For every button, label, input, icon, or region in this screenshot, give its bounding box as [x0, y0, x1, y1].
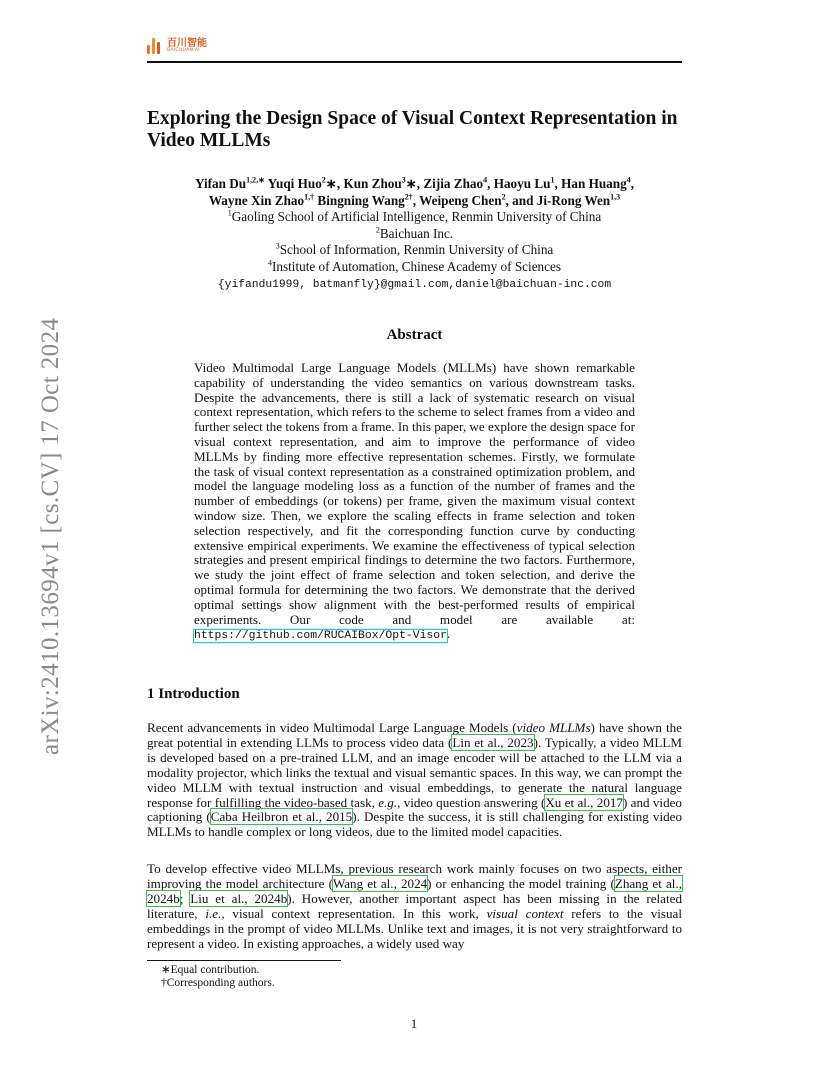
- citation-link[interactable]: Caba Heilbron et al., 2015: [210, 809, 353, 825]
- logo-chinese-text: 百川智能: [167, 37, 207, 49]
- citation-link[interactable]: Lin et al., 2023: [452, 734, 534, 750]
- footnote-rule: [147, 960, 341, 961]
- author-line-2: Wayne Xin Zhao$^{1,\dagger}$ Bingning Wang$^{2\dagger}$, Weipeng Chen$^2$, and Ji-Rong Wen$^{1,3}$: [208, 192, 621, 208]
- author-block: [147, 176, 682, 294]
- arxiv-stamp: arXiv:2410.13694v1 [cs.CV] 17 Oct 2024: [37, 317, 64, 755]
- intro-paragraph-1: Recent advancements in video Multimodal Large Language Models (video MLLMs) have shown the great potential in extending LLMs to process video data (Lin et al., 2023). Typically, a video MLLM is developed based on a pre-trained LLM, and an image encoder will be attached to the LLM via a modality projector, which links the textual and visual semantic spaces. In this way, we can prompt the video MLLM with textual instruction and visual embeddings, to generate the natural language response for fulfilling the video-based task, e.g., video question answering (Xu et al., 2017) and video captioning (Caba Heilbron et al., 2015). Despite the success, it is still challenging for existing video MLLMs to handle complex or long videos, due to the limited model capacities.: [147, 720, 683, 840]
- author-line-1: Yifan $Du^{1,2,∗}$ Yuqi Huo$^2$∗, Kun Zhou$^3$∗, Zijia Zhao$^4$, Haoyu Lu$^1$, Han Huang$^4$,: [194, 175, 635, 191]
- page-number: 1: [410, 1016, 418, 1031]
- affiliation-3: $^3$School of Information, Renmin University of China: [275, 241, 554, 257]
- paper-title: Exploring the Design Space of Visual Context Representation in Video MLLMs: [147, 108, 678, 151]
- footnote-corresponding-authors: †Corresponding authors.: [161, 977, 275, 989]
- header-rule: [147, 61, 682, 63]
- abstract-text: Video Multimodal Large Language Models (MLLMs) have shown remarkable capability of understanding the video semantics on various downstream tasks. Despite the advancements, there is still a lack of systematic research on visual context representation, which refers to the scheme to select frames from a video and further select the tokens from a frame. In this paper, we explore the design space for visual context representation, and aim to improve the performance of video MLLMs by finding more effective representation schemes. Firstly, we formulate the task of visual context representation as a constrained optimization problem, and model the language modeling loss as a function of the number of frames and the number of embeddings (or tokens) per frame, given the maximum visual context window size. Then, we explore the scaling effects in frame selection and token selection respectively, and fit the corresponding function curve by conducting extensive empirical experiments. We examine the effectiveness of typical selection strategies and present empirical findings to determine the two factors. Furthermore, we study the joint effect of frame selection and token selection, and derive the optimal formula for determining the two factors. We demonstrate that the derived optimal settings show alignment with the best-performed results of empirical experiments. Our code and model are available at: https://github.com/RUCAIBox/Opt-Visor.: [194, 360, 635, 643]
- citation-link[interactable]: Xu et al., 2017: [545, 794, 623, 810]
- author-emails: {yifandu1999, batmanfly}@gmail.com,daniel@baichuan-inc.com: [217, 279, 612, 291]
- intro-paragraph-2: To develop effective video MLLMs, previous research work mainly focuses on two aspects, either improving the model architecture (Wang et al., 2024) or enhancing the model training (Zhang et al., 2024b; Liu et al., 2024b). However, another important aspect has been missing in the related literature, i.e., visual context representation. In this work, visual context refers to the visual embeddings in the prompt of video MLLMs. Unlike text and images, it is not very straightforward to represent a video. In existing approaches, a widely used way: [147, 861, 682, 951]
- citation-link[interactable]: Wang et al., 2024: [332, 875, 428, 891]
- logo-english-text: BAICHUAN AI: [167, 47, 200, 53]
- citation-link[interactable]: Zhang et al., 2024b: [147, 875, 682, 906]
- footnote-equal-contribution: ∗Equal contribution.: [161, 964, 260, 976]
- section-heading-introduction: 1 Introduction: [147, 686, 240, 702]
- affiliation-2: $^2$Baichuan Inc.: [375, 225, 454, 241]
- affiliation-4: $^4$Institute of Automation, Chinese Academy of Sciences: [268, 258, 561, 274]
- affiliation-1: $^1$Gaoling School of Artificial Intelligence, Renmin University of China: [227, 208, 602, 224]
- abstract-heading: Abstract: [386, 327, 443, 343]
- baichuan-logo: [147, 38, 207, 54]
- logo-mark-icon: [147, 38, 163, 54]
- code-link[interactable]: https://github.com/RUCAIBox/Opt-Visor: [194, 630, 447, 643]
- citation-link[interactable]: Liu et al., 2024b: [190, 890, 288, 906]
